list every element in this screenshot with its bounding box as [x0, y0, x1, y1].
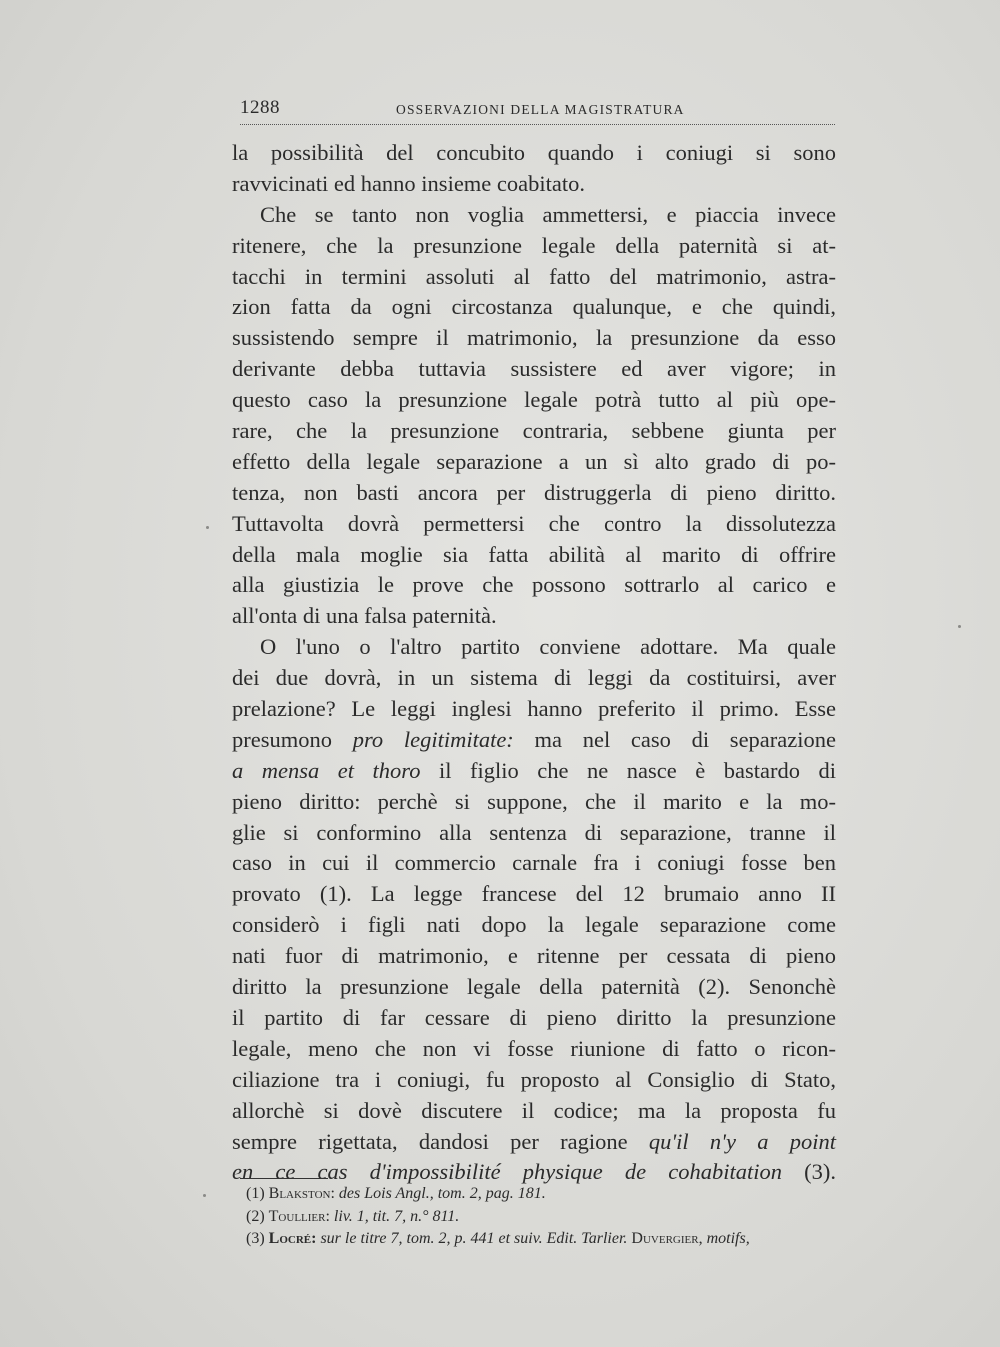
text-line: rare, che la presunzione contraria, sebbene giunta per [232, 418, 836, 444]
text-line: dei due dovrà, in un sistema di leggi da costituirsi, aver [232, 665, 836, 691]
text-line [232, 1127, 836, 1158]
text-segment: sempre rigettata, dandosi per ragione [232, 1128, 649, 1154]
footnote-author: Blakston: [268, 1185, 335, 1202]
latin-phrase: a mensa et thoro [232, 757, 421, 783]
text-line: questo caso la presunzione legale potrà tutto al più ope- [232, 387, 836, 413]
footnote-number: (2) [246, 1207, 265, 1225]
page-header [240, 97, 835, 121]
text-segment: presumono [232, 726, 353, 752]
french-phrase: qu'il n'y a point [648, 1128, 836, 1154]
text-line: pieno diritto: perchè si suppone, che il marito e la mo- [232, 788, 836, 814]
footnote-rule [240, 1178, 328, 1179]
text-line: il partito di far cessare di pieno diritto la presunzione [232, 1004, 836, 1030]
text-line: all'onta di una falsa paternità. [232, 603, 497, 629]
text-line: caso in cui il commercio carnale fra i coniugi fosse ben [232, 850, 836, 876]
footnote-number: (1) [246, 1185, 265, 1202]
text-line: alla giustizia le prove che possono sottrarlo al carico e [232, 572, 836, 598]
text-line: nati fuor di matrimonio, e ritenne per cessata di pieno [232, 943, 836, 969]
text-line: derivante debba tuttavia sussistere ed aver vigore; in [232, 356, 836, 382]
text-line: considerò i figli nati dopo la legale separazione come [232, 912, 836, 938]
footnote-reference: des Lois Angl., tom. 2, pag. 181. [338, 1185, 546, 1202]
text-segment: (3). [782, 1159, 836, 1185]
page-number: 1288 [240, 97, 280, 118]
footnote-author: Locré: [268, 1230, 317, 1247]
footnote-author: Toullier: [268, 1207, 330, 1225]
footnote-number: (3) [246, 1230, 265, 1247]
footnote [246, 1228, 846, 1251]
latin-phrase: pro legitimitate: [352, 726, 514, 752]
text-line: diritto la presunzione legale della paternità (2). Senonchè [232, 974, 836, 1000]
scan-speck [203, 1194, 206, 1197]
text-line: zion fatta da ogni circostanza qualunque, e che quindi, [232, 294, 836, 320]
scan-speck [206, 526, 209, 529]
running-head: OSSERVAZIONI DELLA MAGISTRATURA [396, 102, 685, 117]
text-line: prelazione? Le leggi inglesi hanno preferito il primo. Esse [232, 696, 836, 722]
text-line: sussistendo sempre il matrimonio, la presunzione da esso [232, 325, 836, 351]
text-line: glie si conformino alla sentenza di separazione, tranne il [232, 819, 836, 845]
footnotes [246, 1183, 846, 1251]
text-line: Che se tanto non voglia ammettersi, e piaccia invece [260, 201, 836, 227]
footnote-author: Duvergier, [631, 1230, 703, 1247]
body-text [232, 138, 836, 1188]
text-line: provato (1). La legge francese del 12 brumaio anno II [232, 881, 836, 907]
text-line: la possibilità del concubito quando i coniugi si sono [232, 140, 836, 165]
text-line: tenza, non basti ancora per distruggerla di pieno diritto. [232, 479, 836, 505]
text-segment: il figlio che ne nasce è bastardo di [420, 757, 837, 783]
text-line: allorchè si dovè discutere il codice; ma la proposta fu [232, 1097, 836, 1123]
french-phrase: en ce cas d'impossibilité physique de cohabitation [232, 1159, 782, 1185]
footnote-reference: motifs, [706, 1230, 750, 1247]
text-line [232, 725, 836, 756]
text-line: ciliazione tra i coniugi, fu proposto al Consiglio di Stato, [232, 1066, 836, 1092]
text-line: O l'uno o l'altro partito conviene adottare. Ma quale [260, 634, 836, 660]
text-line: della mala moglie sia fatta abilità al marito di offrire [232, 541, 836, 567]
header-rule [240, 124, 835, 125]
text-line [232, 756, 836, 787]
footnote-reference: sur le titre 7, tom. 2, p. 441 et suiv. Edit. Tarlier. [320, 1230, 628, 1247]
text-line: effetto della legale separazione a un sì alto grado di po- [232, 448, 836, 474]
footnote [246, 1206, 846, 1229]
footnote-reference: liv. 1, tit. 7, n.° 811. [333, 1207, 460, 1225]
text-segment: ma nel caso di separazione [513, 726, 836, 752]
scan-speck [958, 625, 961, 628]
footnote [246, 1183, 846, 1206]
text-line: ritenere, che la presunzione legale della paternità si at- [232, 232, 836, 258]
text-line: legale, meno che non vi fosse riunione di fatto o ricon- [232, 1035, 836, 1061]
text-line: Tuttavolta dovrà permettersi che contro la dissolutezza [232, 510, 836, 536]
text-line: tacchi in termini assoluti al fatto del matrimonio, astra- [232, 263, 836, 289]
text-line: ravvicinati ed hanno insieme coabitato. [232, 170, 586, 196]
